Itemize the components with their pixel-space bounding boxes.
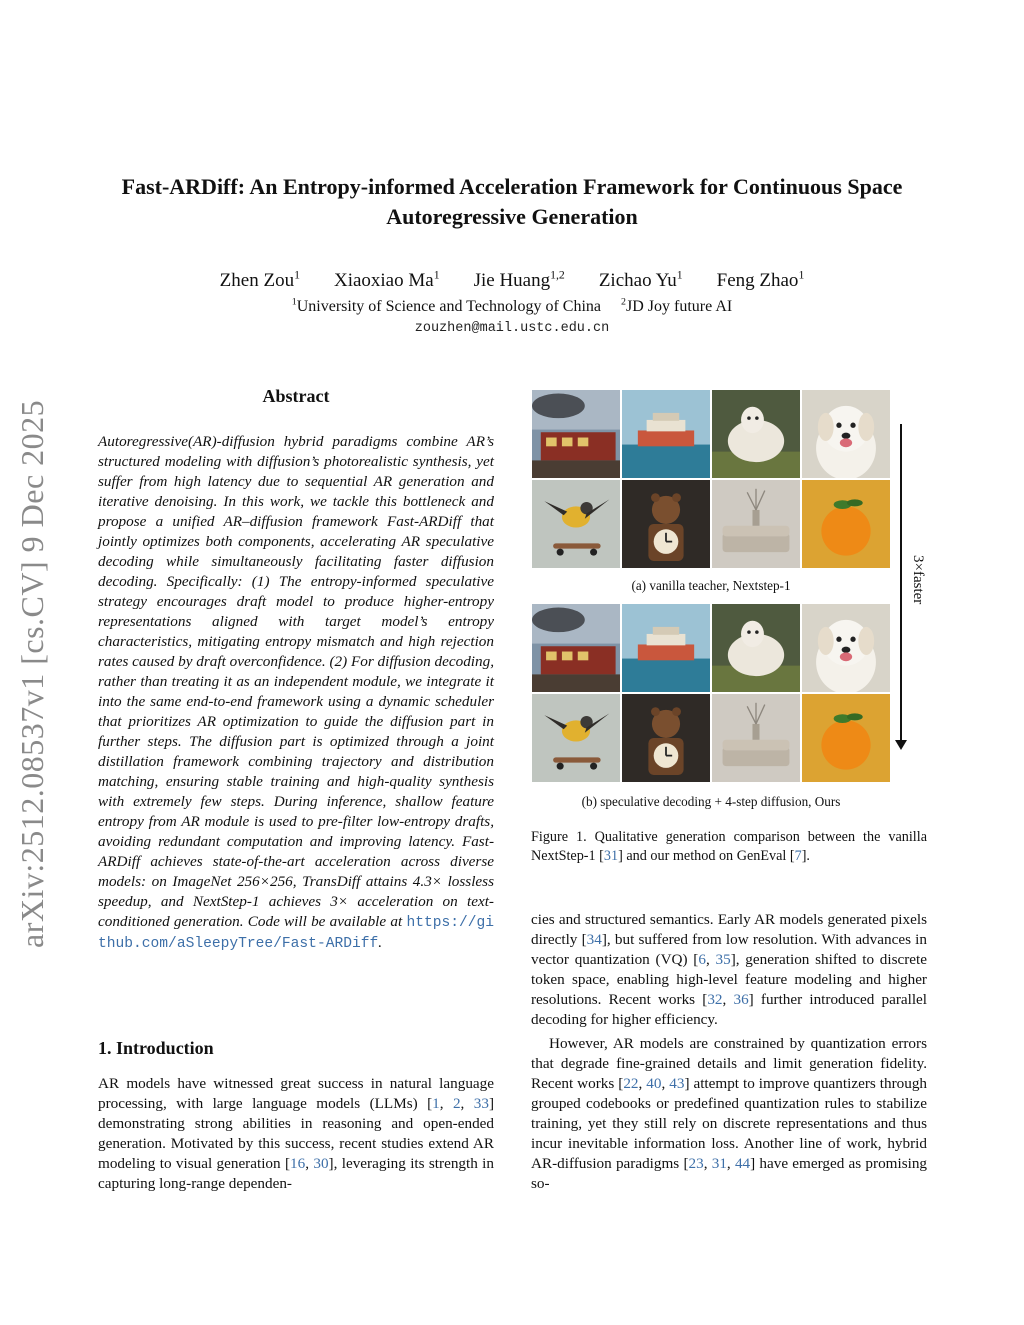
text-run: , (703, 1155, 712, 1172)
text-run: ], generation shifted to discrete token space, enabling high-level feature modeling and higher resolutions. Recent works [ (531, 951, 928, 1008)
text-run: , (460, 1095, 474, 1112)
speedup-label: 3×faster (910, 555, 926, 605)
text-run: ] further introduced parallel decoding for higher efficiency. (531, 991, 928, 1028)
generated-image-sofa-with-vase (712, 480, 800, 568)
citation-link[interactable]: 44 (734, 1155, 751, 1172)
section-heading-introduction: 1. Introduction (98, 1038, 214, 1058)
body-paragraph (531, 1034, 927, 1194)
generated-image-orange (802, 694, 890, 782)
generated-image-boat (622, 390, 710, 478)
generated-image-bear-with-clock (622, 480, 710, 568)
subfigure-caption-a: (a) vanilla teacher, Nextstep-1 (631, 578, 791, 593)
generated-image-orange (802, 480, 890, 568)
text-run: ], but suffered from low resolution. With advances in vector quantization (VQ) [ (531, 931, 927, 968)
paper-title: Fast-ARDiff: An Entropy-informed Acceleration Framework for Continuous Space Autoregressive Generation (121, 174, 903, 229)
arxiv-stamp: arXiv:2512.08537v1 [cs.CV] 9 Dec 2025 (14, 399, 50, 948)
citation-link[interactable]: 2 (452, 1095, 461, 1112)
citation-link[interactable]: 6 (698, 951, 706, 968)
citation-link[interactable]: 1 (432, 1095, 440, 1112)
affiliations: $^1$University of Science and Technology of China $^2$JD Joy future AI (291, 296, 733, 315)
author: Feng Zhao$^1$ (716, 268, 805, 291)
text-run: , (722, 991, 734, 1008)
text-run: ]. (801, 848, 810, 864)
generated-image-bear-with-clock (622, 694, 710, 782)
introduction-paragraph (98, 1074, 494, 1194)
text-run: , (726, 1155, 735, 1172)
generated-image-boat (622, 604, 710, 692)
citation-link[interactable]: 33 (473, 1095, 489, 1112)
text-run: ] have emerged as promising so- (531, 1155, 928, 1192)
arrow-head-icon (895, 740, 907, 750)
citation-link[interactable]: 22 (623, 1075, 639, 1092)
text-run: cies and structured semantics. Early AR models generated pixels directly [ (531, 911, 927, 948)
text-run: ] demonstrating strong abilities in reasoning and open-ended generation. Motivated by this success, recent studies extend AR modeling to visual generation [ (98, 1095, 495, 1172)
text-run: However, AR models are constrained by quantization errors that degrade fine-grained details and limit generation fidelity. Recent works [ (531, 1035, 927, 1092)
citation-link[interactable]: 40 (646, 1075, 662, 1092)
text-run: , (305, 1155, 314, 1172)
speedup-arrow (900, 424, 902, 742)
text-run: ] and our method on GenEval [ (618, 848, 795, 864)
generated-image-sheep (712, 390, 800, 478)
figure-grid-ours (532, 604, 890, 782)
citation-link[interactable]: 43 (669, 1075, 685, 1092)
citation-link[interactable]: 7 (794, 848, 802, 864)
author: Jie Huang$^{1,2}$ (473, 268, 565, 291)
citation-link[interactable]: 31 (603, 848, 619, 864)
citation-link[interactable]: 23 (688, 1155, 704, 1172)
code-link[interactable]: https://github.com/aSleepyTree/Fast-ARDiff (98, 915, 495, 952)
text-run: Figure 1. Qualitative generation comparison between the vanilla NextStep-1 [ (531, 829, 927, 864)
author: Zhen Zou$^1$ (219, 268, 300, 291)
figure-grid-teacher (532, 390, 890, 568)
generated-image-dog (802, 390, 890, 478)
generated-image-dog (802, 604, 890, 692)
author-email[interactable]: zouzhen@mail.ustc.edu.cn (414, 321, 610, 336)
author: Zichao Yu$^1$ (598, 268, 683, 291)
text-run: ], leveraging its strength in capturing long-range dependen- (98, 1155, 494, 1192)
figure-caption (531, 828, 927, 866)
generated-image-bird-on-skateboard (532, 480, 620, 568)
citation-link[interactable]: 34 (586, 931, 602, 948)
citation-link[interactable]: 35 (715, 951, 731, 968)
citation-link[interactable]: 31 (711, 1155, 727, 1172)
text-run: , (661, 1075, 670, 1092)
right-column-text (531, 910, 927, 1194)
generated-image-sofa-with-vase (712, 694, 800, 782)
abstract-heading: Abstract (262, 386, 330, 406)
generated-image-train (532, 390, 620, 478)
text-run: ] attempt to improve quantizers through grouped codebooks or predefined quantization rules to stabilize training, yet they still rely on discrete representations and thus incur inevitable information loss. Another line of work, hybrid AR-diffusion paradigms [ (531, 1075, 928, 1172)
generated-image-train (532, 604, 620, 692)
citation-link[interactable]: 32 (707, 991, 723, 1008)
subfigure-caption-b: (b) speculative decoding + 4-step diffusion, Ours (581, 794, 841, 809)
text-run: , (705, 951, 716, 968)
generated-image-bird-on-skateboard (532, 694, 620, 782)
generated-image-sheep (712, 604, 800, 692)
citation-link[interactable]: 16 (290, 1155, 306, 1172)
text-run: , (638, 1075, 647, 1092)
body-paragraph (531, 910, 927, 1030)
citation-link[interactable]: 36 (733, 991, 749, 1008)
author-list (90, 268, 934, 294)
citation-link[interactable]: 30 (313, 1155, 329, 1172)
author: Xiaoxiao Ma$^1$ (333, 268, 440, 291)
text-run: , (439, 1095, 453, 1112)
abstract-body: Autoregressive(AR)-diffusion hybrid paradigms combine AR’s structured modeling with diffusion’s photorealistic synthesis, yet suffer from high latency due to sequential AR generation and iterative denoising. In this work, we tackle this bottleneck and propose a unified AR–diffusion framework Fast-ARDiff that jointly optimizes both components, accelerating AR speculative decoding while simultaneously facilitating faster diffusion decoding. Specifically: (1) The entropy-informed speculative strategy encourages draft model to produce higher-entropy representations aligned with target model’s entropy characteristics, mitigating entropy mismatch and high rejection rates caused by draft overconfidence. (2) For diffusion decoding, rather than treating it as an independent module, we integrate it into the same end-to-end framework using a dynamic scheduler that prioritizes AR optimization to guide the diffusion part in further steps. The diffusion part is optimized through a joint distillation framework combining trajectory and distribution matching, ensuring stable training and high-quality synthesis with extremely few steps. During inference, shallow feature entropy from AR module is used to pre-filter low-entropy drafts, avoiding redundant computation and improving latency. Fast-ARDiff achieves state-of-the-art acceleration across diverse models: on ImageNet 256×256, TransDiff attains 4.3× lossless speedup, and NextStep-1 achieves 3× acceleration on text-conditioned generation. Code will be available at https://github.com/aSleepyTree/Fast-ARDiff. (98, 433, 495, 952)
text-run: AR models have witnessed great success in natural language processing, with large language models (LLMs) [ (98, 1075, 494, 1112)
